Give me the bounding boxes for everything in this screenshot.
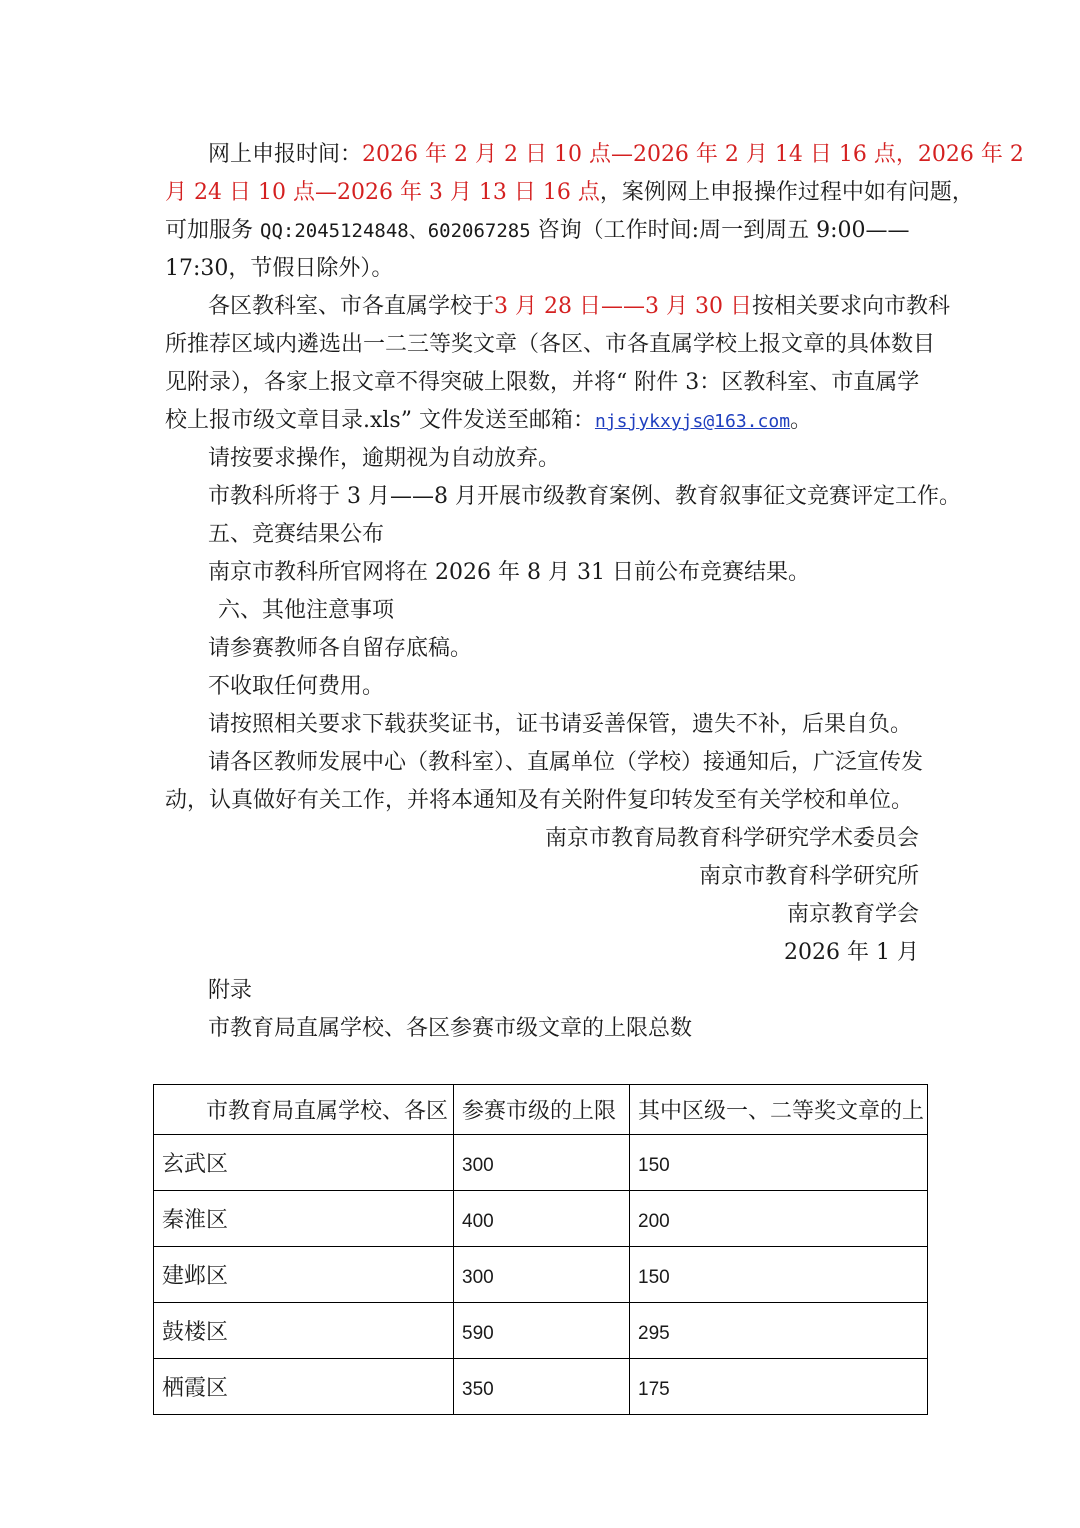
table-header-row — [154, 1085, 928, 1135]
district-cell: 栖霞区 — [154, 1359, 454, 1415]
table-header-cell: 参赛市级的上限 — [454, 1085, 630, 1135]
section6-title: 六、其他注意事项 — [218, 598, 395, 623]
table-row — [154, 1247, 928, 1303]
para2-line4-prefix: 校上报市级文章目录.xls” 文件发送至邮箱： — [165, 408, 595, 433]
city-limit-cell: 300 — [454, 1247, 630, 1303]
table-row — [154, 1359, 928, 1415]
city-limit-cell: 590 — [454, 1303, 630, 1359]
para4: 市教科所将于 3 月——8 月开展市级教育案例、教育叙事征文竞赛评定工作。 — [208, 484, 961, 509]
district-award-cell: 150 — [630, 1247, 928, 1303]
para1-line2-red: 月 24 日 10 点—2026 年 3 月 13 日 16 点 — [165, 180, 600, 205]
para2-line4-suffix: 。 — [790, 408, 813, 433]
table-row — [154, 1135, 928, 1191]
para2-line4 — [165, 402, 925, 440]
district-cell: 鼓楼区 — [154, 1303, 454, 1359]
table-header-cell: 市教育局直属学校、各区 — [154, 1085, 454, 1135]
appendix-subtitle: 市教育局直属学校、各区参赛市级文章的上限总数 — [208, 1016, 693, 1041]
district-cell: 秦淮区 — [154, 1191, 454, 1247]
para2-line1-red: 3 月 28 日——3 月 30 日 — [494, 294, 752, 319]
table-row — [154, 1303, 928, 1359]
para2-line3: 见附录），各家上报文章不得突破上限数，并将“ 附件 3：区教科室、市直属学 — [165, 370, 920, 395]
email-link[interactable]: njsjykxyjs@163.com — [594, 411, 791, 432]
appendix-title: 附录 — [208, 978, 253, 1003]
para1-line4: 17:30，节假日除外）。 — [165, 256, 394, 281]
para1-line2-rest: ，案例网上申报操作过程中如有问题， — [599, 180, 974, 205]
district-award-cell: 175 — [630, 1359, 928, 1415]
city-limit-cell: 400 — [454, 1191, 630, 1247]
para1-line3 — [165, 212, 925, 250]
district-cell: 玄武区 — [154, 1135, 454, 1191]
para1-line1 — [208, 136, 1024, 174]
signature-society: 南京教育学会 — [786, 902, 919, 927]
para1-line3-prefix: 可加服务 — [165, 218, 260, 243]
para1-line1-prefix: 网上申报时间： — [208, 142, 363, 167]
para2-line2: 所推荐区域内遴选出一二三等奖文章（各区、市各直属学校上报文章的具体数目 — [165, 332, 936, 357]
para1-line3-rest: 咨询（工作时间:周一到周五 9:00—— — [530, 218, 910, 243]
para3: 请按要求操作，逾期视为自动放弃。 — [208, 446, 561, 471]
para2-line1-prefix: 各区教科室、市各直属学校于 — [208, 294, 495, 319]
district-award-cell: 295 — [630, 1303, 928, 1359]
section6-last-line1: 请各区教师发展中心（教科室）、直属单位（学校）接通知后，广泛宣传发 — [208, 750, 924, 775]
para1-line2 — [165, 174, 974, 212]
quota-table — [153, 1084, 928, 1415]
table-header-cell: 其中区级一、二等奖文章的上 — [630, 1085, 928, 1135]
para2-line1 — [208, 288, 950, 326]
section6-item-3: 请按照相关要求下载获奖证书，证书请妥善保管，遗失不补，后果自负。 — [208, 712, 913, 737]
signature-institute: 南京市教育科学研究所 — [698, 864, 919, 889]
section5-text: 南京市教科所官网将在 2026 年 8 月 31 日前公布竞赛结果。 — [208, 560, 810, 585]
signature-date: 2026 年 1 月 — [784, 940, 919, 965]
service-qq: QQ:2045124848、602067285 — [260, 220, 531, 242]
district-cell: 建邺区 — [154, 1247, 454, 1303]
signature-committee: 南京市教育局教育科学研究学术委员会 — [544, 826, 919, 851]
para2-line1-rest: 按相关要求向市教科 — [751, 294, 950, 319]
section5-title: 五、竞赛结果公布 — [208, 522, 385, 547]
section6-last-line2: 动，认真做好有关工作，并将本通知及有关附件复印转发至有关学校和单位。 — [165, 788, 914, 813]
section6-item-2: 不收取任何费用。 — [208, 674, 385, 699]
city-limit-cell: 350 — [454, 1359, 630, 1415]
para1-line1-red: 2026 年 2 月 2 日 10 点—2026 年 2 月 14 日 16 点，2026 年 2 — [362, 142, 1024, 167]
district-award-cell: 150 — [630, 1135, 928, 1191]
table-row — [154, 1191, 928, 1247]
section6-item-1: 请参赛教师各自留存底稿。 — [208, 636, 473, 661]
city-limit-cell: 300 — [454, 1135, 630, 1191]
district-award-cell: 200 — [630, 1191, 928, 1247]
